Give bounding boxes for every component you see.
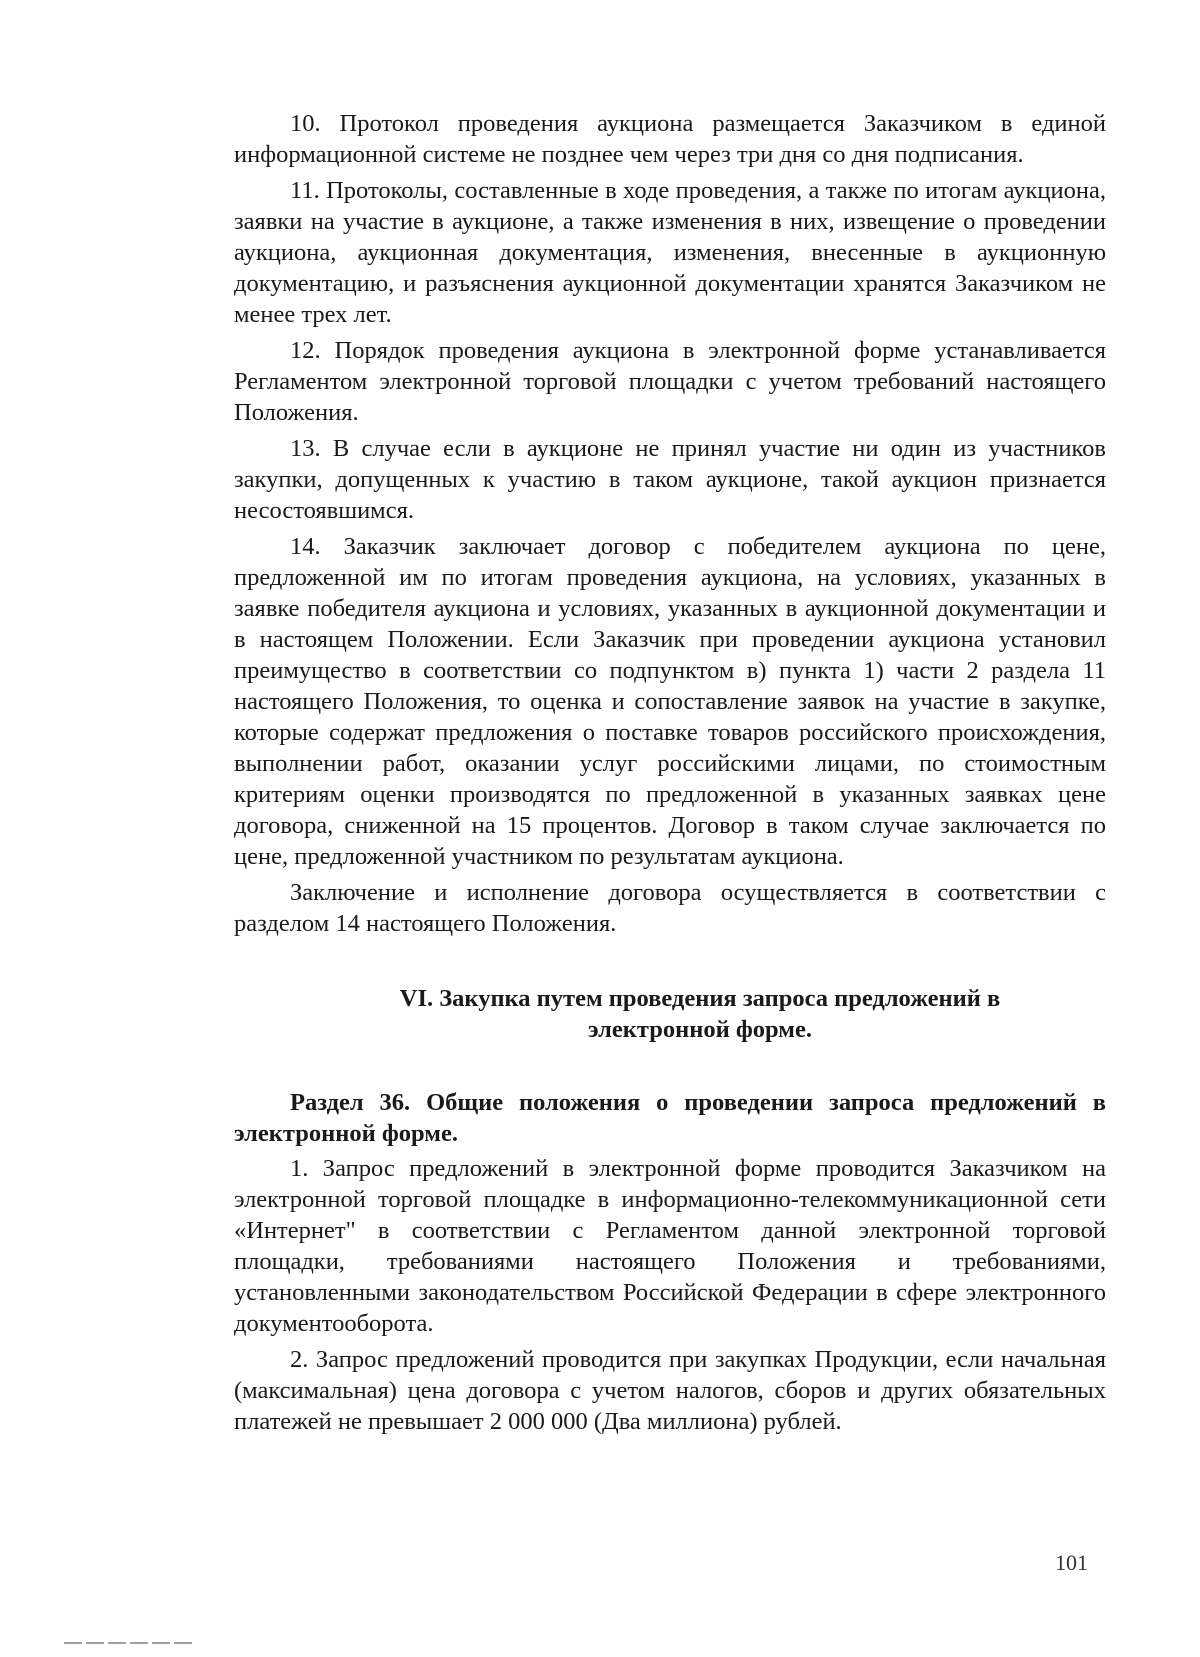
scan-edge-mark xyxy=(64,1642,192,1644)
part-heading-line1: VI. Закупка путем проведения запроса предложений в xyxy=(399,985,1001,1012)
part-heading-line2: электронной форме. xyxy=(588,1016,812,1043)
page-content xyxy=(234,108,1106,1442)
paragraph-10: 10. Протокол проведения аукциона размещается Заказчиком в единой информационной системе не позднее чем через три дня со дня подписания. xyxy=(234,110,1106,168)
paragraph-11: 11. Протоколы, составленные в ходе проведения, а также по итогам аукциона, заявки на участие в аукционе, а также изменения в них, извещение о проведении аукциона, аукционная документация, изменения, внесенные в аукционную документацию, и разъяснения аукционной документации хранятся Заказчиком не менее трех лет. xyxy=(234,177,1106,328)
paragraph-12: 12. Порядок проведения аукциона в электронной форме устанавливается Регламентом электронной торговой площадки с учетом требований настоящего Положения. xyxy=(234,337,1106,426)
paragraph-13: 13. В случае если в аукционе не принял участие ни один из участников закупки, допущенных к участию в таком аукционе, такой аукцион признается несостоявшимся. xyxy=(234,435,1106,524)
part-heading xyxy=(234,983,1106,1045)
paragraph-section36-1: 1. Запрос предложений в электронной форме проводится Заказчиком на электронной торговой площадке в информационно-телекоммуникационной сети «Интернет" в соответствии с Регламентом данной электронной торговой площадки, требованиями настоящего Положения и требованиями, установленными законодательством Российской Федерации в сфере электронного документооборота. xyxy=(234,1155,1106,1337)
paragraph-14: 14. Заказчик заключает договор с победителем аукциона по цене, предложенной им по итогам проведения аукциона, на условиях, указанных в заявке победителя аукциона и условиях, указанных в аукционной документации и в настоящем Положении. Если Заказчик при проведении аукциона установил преимущество в соответствии со подпунктом в) пункта 1) части 2 раздела 11 настоящего Положения, то оценка и сопоставление заявок на участие в закупке, которые содержат предложения о поставке товаров российского происхождения, выполнении работ, оказании услуг российскими лицами, по стоимостным критериям оценки производятся по предложенной в указанных заявках цене договора, сниженной на 15 процентов. Договор в таком случае заключается по цене, предложенной участником по результатам аукциона. xyxy=(234,533,1106,870)
page-number: 101 xyxy=(1055,1550,1088,1575)
paragraph-section36-2: 2. Запрос предложений проводится при закупках Продукции, если начальная (максимальная) цена договора с учетом налогов, сборов и других обязательных платежей не превышает 2 000 000 (Два миллиона) рублей. xyxy=(234,1346,1106,1435)
section-heading: Раздел 36. Общие положения о проведении запроса предложений в электронной форме. xyxy=(234,1089,1106,1147)
paragraph-contract-execution: Заключение и исполнение договора осуществляется в соответствии с разделом 14 настоящего Положения. xyxy=(234,879,1106,937)
